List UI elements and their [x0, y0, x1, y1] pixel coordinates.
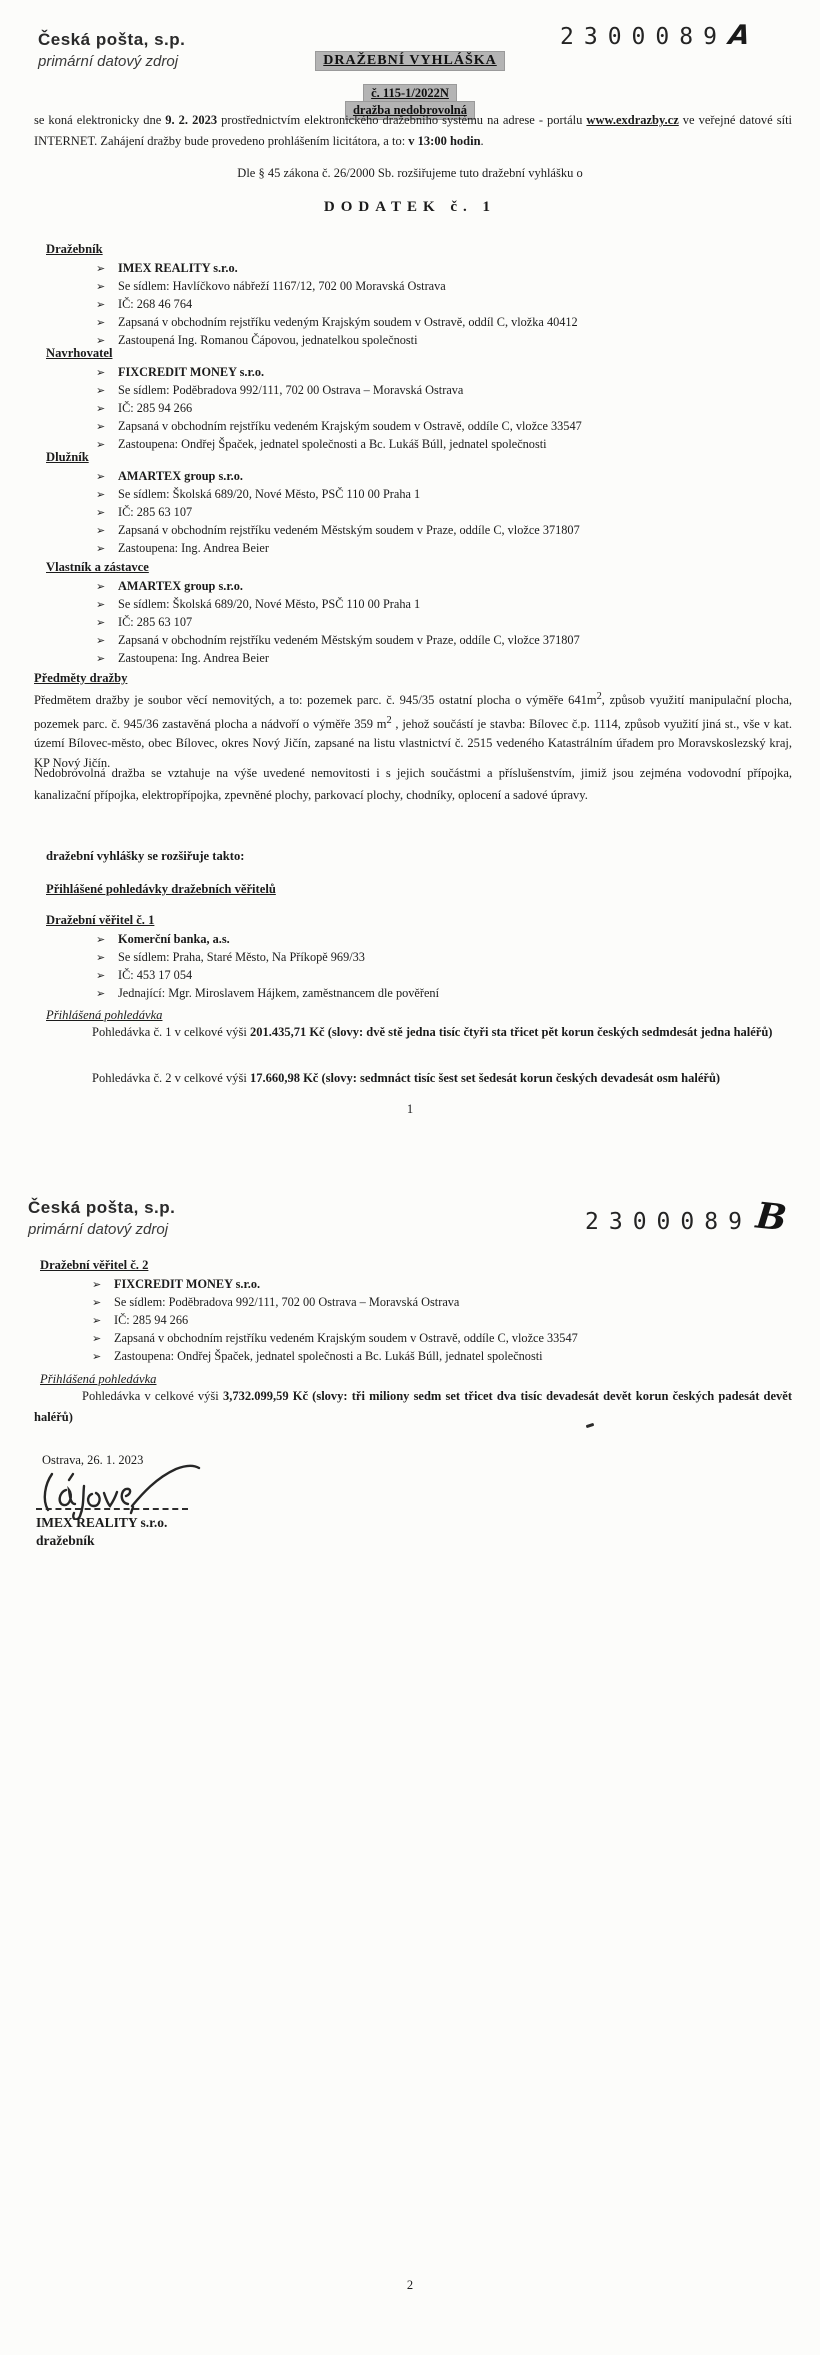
handwritten-letter-a: A [726, 20, 753, 51]
list-item: ➢ IČ: 285 94 266 [92, 1312, 794, 1330]
list-item: ➢ IMEX REALITY s.r.o. [96, 260, 794, 278]
arrow-bullet-icon: ➢ [96, 403, 106, 415]
list-item: ➢ Se sídlem: Školská 689/20, Nové Město, PSČ 110 00 Praha 1 [96, 596, 794, 614]
superscript: 2 [386, 714, 392, 726]
arrow-bullet-icon: ➢ [96, 489, 106, 501]
arrow-bullet-icon: ➢ [96, 385, 106, 397]
signer-name: IMEX REALITY s.r.o. [36, 1515, 168, 1530]
section-vlastnik [34, 560, 794, 668]
arrow-bullet-icon: ➢ [96, 934, 106, 946]
claim-2-paragraph: Pohledávka č. 2 v celkové výši 17.660,98 Kč (slovy: sedmnáct tisíc šest set šedesát korun českých devadesát osm haléřů) [92, 1071, 721, 1085]
intro-text: ve veřejné datové síti INTERNET. Zahájení dražby bude provedeno prohlášením licitátora, a to: [34, 113, 793, 148]
list-item: ➢ IČ: 285 94 266 [96, 400, 794, 418]
page-number: 1 [406, 1102, 414, 1116]
list-item: ➢ Zastoupena: Ondřej Špaček, jednatel společnosti a Bc. Lukáš Búll, jednatel společnosti [92, 1348, 794, 1366]
list-item: ➢ IČ: 268 46 764 [96, 296, 794, 314]
document-stamp-number [585, 1194, 789, 1240]
list-item: ➢ IČ: 285 63 107 [96, 504, 794, 522]
arrow-bullet-icon: ➢ [92, 1351, 102, 1363]
list-item: ➢ Se sídlem: Havlíčkovo nábřeží 1167/12, 702 00 Moravská Ostrava [96, 278, 794, 296]
arrow-bullet-icon: ➢ [96, 471, 106, 483]
org-name: Česká pošta, s.p. [28, 1198, 176, 1217]
claim-paragraph: Pohledávka v celkové výši 3,732.099,59 Kč (slovy: tři miliony sedm set třicet dva tisíc devadesát devět korun českých padesát devět haléřů) [34, 1389, 792, 1424]
auction-portal-url: www.exdrazby.cz [586, 113, 679, 127]
list-item: ➢ Se sídlem: Školská 689/20, Nové Město, PSČ 110 00 Praha 1 [96, 486, 794, 504]
arrow-bullet-icon: ➢ [96, 263, 106, 275]
arrow-bullet-icon: ➢ [96, 617, 106, 629]
list-item: ➢ Se sídlem: Praha, Staré Město, Na Příkopě 969/33 [96, 949, 794, 967]
arrow-bullet-icon: ➢ [96, 439, 106, 451]
section-drazebnik [34, 242, 794, 350]
superscript: 2 [596, 691, 602, 702]
list-item: ➢ Zapsaná v obchodním rejstříku vedeném Městským soudem v Praze, oddíle C, vložce 371807 [96, 632, 794, 650]
list-item: ➢ Zastoupena: Ondřej Špaček, jednatel společnosti a Bc. Lukáš Búll, jednatel společnosti [96, 436, 794, 454]
auction-time: v 13:00 hodin [408, 134, 481, 148]
arrow-bullet-icon: ➢ [96, 970, 106, 982]
law-reference-line: Dle § 45 zákona č. 26/2000 Sb. rozšiřujeme tuto dražební vyhlášku o [237, 166, 583, 180]
list-item: ➢ Zapsaná v obchodním rejstříku vedeným Krajským soudem v Ostravě, oddíl C, vložka 40412 [96, 314, 794, 332]
signer-block [36, 1514, 167, 1550]
list-item: ➢ Zapsaná v obchodním rejstříku vedeném Krajským soudem v Ostravě, oddíle C, vložce 33547 [92, 1330, 794, 1348]
section-heading: Dlužník [46, 450, 89, 464]
list-item: ➢ FIXCREDIT MONEY s.r.o. [92, 1276, 794, 1294]
list-item: ➢ IČ: 453 17 054 [96, 967, 794, 985]
section-navrhovatel [34, 346, 794, 454]
intro-paragraph [34, 110, 792, 152]
arrow-bullet-icon: ➢ [96, 281, 106, 293]
section-heading: Předměty dražby [34, 671, 128, 685]
involuntary-auction-paragraph: Nedobrovolná dražba se vztahuje na výše uvedené nemovitosti i s jejich součástmi a příslušenstvím, jimiž jsou zejména vodovodní přípojka, kanalizační přípojka, elektropřípojka, zpevněné plochy, parkovací plochy, chodníky, oplocení a sadové úpravy. [34, 766, 792, 802]
list-item: ➢ AMARTEX group s.r.o. [96, 468, 794, 486]
arrow-bullet-icon: ➢ [96, 335, 106, 347]
arrow-bullet-icon: ➢ [96, 543, 106, 555]
intro-text: . [480, 134, 484, 148]
claim-amount: 17.660,98 Kč (slovy: sedmnáct tisíc šest set šedesát korun českých devadesát osm haléřů) [249, 1071, 721, 1085]
intro-text: prostřednictvím elektronického dražebního systému na adrese - portálu [217, 113, 587, 127]
arrow-bullet-icon: ➢ [96, 367, 106, 379]
arrow-bullet-icon: ➢ [92, 1333, 102, 1345]
section-heading: Vlastník a zástavce [46, 560, 149, 574]
arrow-bullet-icon: ➢ [92, 1279, 102, 1291]
list-item: ➢ Zastoupena: Ing. Andrea Beier [96, 540, 794, 558]
claim-amount: 201.435,71 Kč (slovy: dvě stě jedna tisíc čtyři sta třicet pět korun českých sedmdesát jedna haléřů) [249, 1025, 773, 1039]
list-item: ➢ Se sídlem: Poděbradova 992/111, 702 00 Ostrava – Moravská Ostrava [96, 382, 794, 400]
place-and-date: Ostrava, 26. 1. 2023 [42, 1453, 144, 1467]
org-name: Česká pošta, s.p. [38, 30, 186, 49]
arrow-bullet-icon: ➢ [96, 317, 106, 329]
stamp-digits: 2300089 [560, 24, 727, 50]
extension-line: dražební vyhlášky se rozšiřuje takto: [46, 849, 245, 863]
document-stamp-number [560, 20, 753, 51]
arrow-bullet-icon: ➢ [96, 952, 106, 964]
org-subtitle: primární datový zdroj [38, 53, 179, 70]
list-item: ➢ Jednající: Mgr. Miroslavem Hájkem, zaměstnancem dle pověření [96, 985, 794, 1003]
claim-heading: Přihlášená pohledávka [40, 1372, 157, 1386]
list-item: ➢ FIXCREDIT MONEY s.r.o. [96, 364, 794, 382]
registered-claims-heading: Přihlášené pohledávky dražebních věřitelů [46, 882, 276, 896]
dodatek-heading: DODATEK č. 1 [323, 199, 497, 215]
claim-amount: 3,732.099,59 Kč (slovy: tři miliony sedm set třicet dva tisíc devadesát devět korun českých padesát devět haléřů) [34, 1389, 792, 1424]
list-item: ➢ Zastoupena: Ing. Andrea Beier [96, 650, 794, 668]
list-item: ➢ Zapsaná v obchodním rejstříku vedeném Krajským soudem v Ostravě, oddíle C, vložce 33547 [96, 418, 794, 436]
page-title: DRAŽEBNÍ VYHLÁŠKA [316, 52, 504, 70]
section-dluznik [34, 450, 794, 558]
section-heading: Dražební věřitel č. 1 [46, 913, 155, 927]
arrow-bullet-icon: ➢ [96, 299, 106, 311]
auction-date: 9. 2. 2023 [165, 113, 218, 127]
signature-line [36, 1508, 188, 1510]
list-item: ➢ Zastoupená Ing. Romanou Čápovou, jednatelkou společnosti [96, 332, 794, 350]
section-predmety [34, 671, 792, 773]
arrow-bullet-icon: ➢ [96, 988, 106, 1000]
auction-subject-paragraph: Předmětem dražby je soubor věcí nemovitých, a to: pozemek parc. č. 945/35 ostatní plocha o výměře $641m^2$, způsob využití manipulační plocha, pozemek parc. č. 945/36 zastavěná plocha a nádvoří o výměře 359 $m^2$ , jehož součástí je stavba: Bílovec č.p. 1114, způsob využití jiná st., vše v kat. území Bílovec-město, obec Bílovec, okres Nový Jičín, zapsané na listu vlastnictví č. 2515 vedeného Katastrálním úřadem pro Moravskoslezský kraj, KP Nový Jičín. [34, 691, 792, 770]
arrow-bullet-icon: ➢ [92, 1297, 102, 1309]
claim-1-paragraph: Pohledávka č. 1 v celkové výši 201.435,71 Kč (slovy: dvě stě jedna tisíc čtyři sta třicet pět korun českých sedmdesát jedna haléřů) [92, 1025, 773, 1039]
signer-role: dražebník [36, 1533, 95, 1548]
section-heading: Dražebník [46, 242, 103, 256]
page2-letterhead [28, 1198, 175, 1238]
arrow-bullet-icon: ➢ [96, 599, 106, 611]
arrow-bullet-icon: ➢ [96, 653, 106, 665]
section-veritel-1 [34, 913, 794, 1003]
arrow-bullet-icon: ➢ [96, 581, 106, 593]
section-heading: Dražební věřitel č. 2 [40, 1258, 149, 1272]
arrow-bullet-icon: ➢ [92, 1315, 102, 1327]
case-number: č. 115-1/2022N [364, 85, 456, 102]
doc-title-row [0, 51, 820, 70]
intro-text: se koná elektronicky dne [34, 113, 166, 127]
list-item: ➢ Zapsaná v obchodním rejstříku vedeném Městským soudem v Praze, oddíle C, vložce 371807 [96, 522, 794, 540]
arrow-bullet-icon: ➢ [96, 421, 106, 433]
arrow-bullet-icon: ➢ [96, 525, 106, 537]
list-item: ➢ Se sídlem: Poděbradova 992/111, 702 00 Ostrava – Moravská Ostrava [92, 1294, 794, 1312]
page-number: 2 [406, 2278, 414, 2292]
list-item: ➢ Komerční banka, a.s. [96, 931, 794, 949]
claim-heading: Přihlášená pohledávka [46, 1008, 163, 1022]
list-item: ➢ IČ: 285 63 107 [96, 614, 794, 632]
case-number-row [0, 84, 820, 102]
auction-type: dražba nedobrovolná [346, 102, 474, 119]
section-veritel-2 [34, 1258, 794, 1366]
org-subtitle: primární datový zdroj [28, 1221, 169, 1238]
arrow-bullet-icon: ➢ [96, 507, 106, 519]
handwritten-signature [36, 1462, 226, 1520]
list-item: ➢ AMARTEX group s.r.o. [96, 578, 794, 596]
handwritten-letter-b: B [753, 1194, 789, 1240]
section-heading: Navrhovatel [46, 346, 113, 360]
arrow-bullet-icon: ➢ [96, 635, 106, 647]
stamp-digits: 2300089 [585, 1209, 752, 1235]
